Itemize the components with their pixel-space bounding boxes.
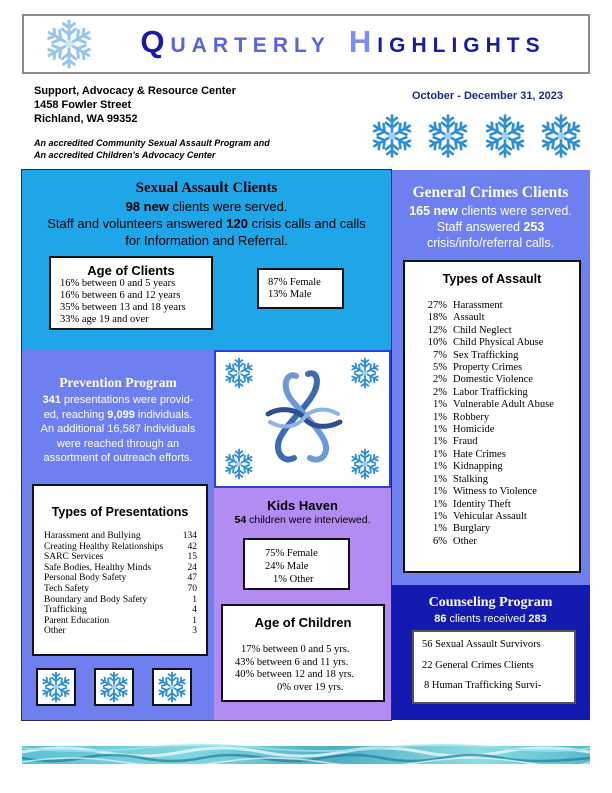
gc-type-label: Assault [453, 312, 485, 324]
pp-type-count: 1 [192, 615, 197, 626]
sa-age-item: 35% between 13 and 18 years [60, 302, 186, 313]
gc-staff-pre: Staff answered [436, 220, 524, 234]
snowflake-icon [155, 670, 189, 704]
gc-type-pct: 2% [433, 386, 447, 398]
pp-type-label: SARC Services [44, 552, 104, 563]
pp-types-list [34, 531, 206, 637]
date-range: October - December 31, 2023 [412, 90, 564, 102]
pp-type-label: Parent Education [44, 615, 110, 626]
gc-type-pct: 1% [433, 424, 447, 436]
gc-types-list [405, 300, 579, 548]
title-word [349, 24, 546, 60]
pp-type-label: Harassment and Bullying [44, 531, 141, 541]
counseling-title: Counseling Program [428, 595, 553, 610]
gc-type-row [405, 300, 579, 312]
sa-calls-line2: for Information and Referral. [125, 233, 288, 248]
pp-reach-count: 9,099 [107, 408, 135, 421]
gc-type-row [405, 499, 579, 511]
pp-type-count: 15 [187, 552, 197, 563]
pp-type-label: Other [44, 626, 66, 637]
gc-type-label: Homicide [453, 424, 495, 436]
gc-type-label: Domestic Violence [453, 374, 533, 386]
sa-gender-box [257, 268, 344, 309]
gc-type-label: Fraud [453, 436, 478, 448]
gc-types-box [403, 260, 581, 573]
sa-calls-pre: Staff and volunteers answered [47, 216, 227, 231]
gc-type-label: Vehicular Assault [453, 510, 527, 522]
snowflake-icon [481, 112, 529, 160]
gc-type-pct: 1% [433, 523, 447, 535]
snowflake-tile [152, 668, 192, 706]
snowflake-icon [424, 112, 472, 160]
gc-type-label: Labor Trafficking [453, 386, 528, 398]
kh-gender-box [243, 538, 350, 590]
pp-types-box [32, 484, 208, 656]
page-title [108, 20, 578, 64]
gc-type-row [405, 337, 579, 349]
gc-type-row [405, 350, 579, 362]
gc-type-row [405, 523, 579, 535]
pp-type-row [44, 584, 197, 595]
gc-type-pct: 10% [427, 337, 447, 349]
general-crimes-summary [391, 203, 590, 251]
gc-type-row [405, 387, 579, 399]
snowflake-icon [537, 112, 585, 160]
gc-type-pct: 1% [433, 510, 447, 522]
counseling-summary [391, 613, 590, 625]
gc-types-title: Types of Assault [442, 272, 542, 286]
gc-type-label: Stalking [453, 473, 489, 485]
pp-type-count: 24 [187, 562, 197, 573]
pp-line4: were reached through an [56, 437, 180, 450]
gc-type-label: Robbery [453, 411, 490, 423]
pp-line5: assortment of outreach efforts. [43, 452, 193, 464]
pp-type-label: Trafficking [44, 605, 87, 616]
cp-sessions: 283 [528, 613, 547, 625]
gc-type-pct: 1% [433, 486, 447, 498]
gc-type-label: Vulnerable Adult Abuse [453, 399, 554, 411]
gc-type-row [405, 511, 579, 523]
pp-type-row [44, 595, 197, 606]
gc-type-pct: 27% [427, 300, 447, 311]
gc-type-row [405, 461, 579, 473]
gc-type-pct: 12% [427, 324, 447, 336]
kh-age-box [221, 604, 385, 702]
sa-age-item: 16% between 0 and 5 years [60, 278, 176, 289]
org-street: 1458 Fowler Street [34, 99, 132, 111]
pp-type-count: 42 [187, 541, 197, 552]
kh-gender-item: 1% Other [273, 574, 314, 585]
gc-type-row [405, 536, 579, 548]
gc-type-pct: 1% [433, 411, 447, 423]
gc-type-pct: 1% [433, 448, 447, 460]
title-word [140, 24, 331, 60]
gc-type-row [405, 325, 579, 337]
gc-type-label: Witness to Violence [453, 486, 537, 498]
sa-new-count: 98 new [125, 199, 169, 214]
kh-age-item: 0% over 19 yrs. [277, 681, 344, 693]
snowflake-tile [94, 668, 134, 706]
accreditation-line-2: An accredited Children's Advocacy Center [34, 150, 216, 160]
sa-age-box [49, 256, 213, 330]
general-crimes-title: General Crimes Clients [412, 184, 569, 201]
gc-type-pct: 1% [433, 399, 447, 411]
gc-type-label: Hate Crimes [453, 448, 506, 460]
gc-new-count: 165 new [409, 204, 458, 218]
pp-type-count: 1 [192, 594, 197, 605]
org-city: Richland, WA 99352 [34, 113, 138, 125]
prevention-summary [22, 393, 214, 466]
pp-reach-pre: ed, reaching [43, 408, 108, 421]
accreditation-line-1: An accredited Community Sexual Assault Program and [34, 138, 270, 148]
pp-type-label: Tech Safety [44, 583, 89, 594]
gc-type-label: Kidnapping [453, 461, 503, 473]
snowflake-icon [222, 447, 256, 481]
snowflake-icon [368, 112, 416, 160]
pp-type-label: Creating Healthy Relationships [44, 541, 164, 552]
pp-type-row [44, 542, 197, 553]
pp-reach-post: individuals. [134, 408, 193, 421]
gc-type-pct: 1% [433, 461, 447, 473]
gc-type-row [405, 424, 579, 436]
pp-type-row [44, 626, 197, 637]
pp-types-title: Types of Presentations [51, 505, 189, 519]
gc-type-label: Property Crimes [453, 362, 523, 374]
title-rest: IGHLIGHTS [377, 34, 546, 57]
pp-type-label: Personal Body Safety [44, 573, 127, 584]
pp-type-count: 4 [192, 605, 197, 616]
cp-clients: 86 [434, 613, 447, 625]
gc-type-label: Burglary [453, 523, 491, 535]
sa-age-list [51, 278, 211, 326]
kh-gender-item: 24% Male [265, 561, 309, 572]
gc-type-label: Child Physical Abuse [453, 337, 544, 349]
snowflake-tile [36, 668, 76, 706]
gc-type-row [405, 474, 579, 486]
kh-count: 54 [234, 514, 247, 526]
gc-type-label: Child Neglect [453, 324, 512, 336]
sa-age-item: 16% between 6 and 12 years [60, 290, 181, 301]
pp-type-row [44, 531, 197, 542]
gc-type-pct: 2% [433, 374, 447, 386]
gc-type-row [405, 412, 579, 424]
sa-gender-item: 13% Male [268, 289, 312, 300]
sexual-assault-summary [22, 198, 391, 249]
pp-text: presentations were provid- [60, 394, 194, 406]
gc-type-row [405, 362, 579, 374]
pp-type-row [44, 552, 197, 563]
gc-type-pct: 1% [433, 436, 447, 448]
pp-line3: An additional 16,587 individuals [40, 423, 196, 435]
prevention-title: Prevention Program [59, 375, 177, 390]
cp-items-box [412, 630, 576, 704]
org-name: Support, Advocacy & Resource Center [34, 85, 236, 97]
pp-type-count: 70 [187, 583, 197, 594]
gc-type-label: Harassment [453, 300, 503, 311]
pp-type-row [44, 573, 197, 584]
kids-haven-title: Kids Haven [267, 498, 338, 513]
gc-type-label: Identity Theft [453, 498, 511, 510]
pp-type-row [44, 616, 197, 627]
sa-gender-item: 87% Female [268, 277, 321, 288]
pp-type-count: 134 [182, 531, 197, 541]
sa-age-title: Age of Clients [87, 263, 175, 278]
accreditation [34, 137, 270, 161]
ribbon-logo-icon [258, 366, 348, 472]
gc-type-pct: 1% [433, 473, 447, 485]
gc-type-pct: 7% [433, 349, 447, 361]
sa-calls-count: 120 [226, 216, 248, 231]
snowflake-icon [348, 356, 382, 390]
pp-type-count: 3 [192, 626, 197, 637]
snowflake-icon [222, 356, 256, 390]
snowflake-icon [348, 447, 382, 481]
kh-age-item: 40% between 12 and 18 yrs. [235, 669, 354, 680]
kh-gender-item: 75% Female [265, 548, 318, 559]
gc-type-row [405, 374, 579, 386]
pp-count: 341 [42, 394, 61, 406]
cp-item: 56 Sexual Assault Survivors [422, 639, 541, 650]
sa-age-item: 33% age 19 and over [60, 314, 149, 325]
title-letter: H [348, 24, 378, 59]
cp-mid: clients received [446, 613, 529, 625]
gc-type-row [405, 449, 579, 461]
gc-type-label: Sex Trafficking [453, 349, 519, 361]
title-rest: UARTERLY [170, 34, 331, 57]
pp-type-row [44, 605, 197, 616]
gc-type-row [405, 486, 579, 498]
org-block [34, 84, 236, 126]
gc-type-row [405, 399, 579, 411]
cp-item: 8 Human Trafficking Survi- [424, 680, 542, 691]
kh-age-item: 17% between 0 and 5 yrs. [241, 644, 350, 655]
gc-new-text: clients were served. [457, 204, 572, 218]
gc-type-pct: 5% [433, 362, 447, 374]
pp-type-label: Boundary and Body Safety [44, 594, 148, 605]
sexual-assault-title: Sexual Assault Clients [135, 180, 278, 196]
snowflake-icon [39, 670, 73, 704]
gc-type-row [405, 436, 579, 448]
gc-type-label: Other [453, 535, 477, 547]
gc-type-pct: 18% [427, 312, 447, 324]
gc-type-pct: 6% [433, 535, 447, 547]
snowflake-icon [97, 670, 131, 704]
gc-type-row [405, 312, 579, 324]
kh-count-text: children were interviewed. [246, 514, 371, 526]
sa-new-text: clients were served. [168, 199, 288, 214]
snowflake-icon [40, 18, 98, 70]
gc-staff-line2: crisis/info/referral calls. [426, 236, 555, 250]
pp-type-label: Safe Bodies, Healthy Minds [44, 562, 152, 573]
sa-calls-post: crisis calls and calls [247, 216, 366, 231]
kh-age-title: Age of Children [254, 615, 352, 630]
cp-item: 22 General Crimes Clients [422, 659, 534, 671]
gc-staff-count: 253 [523, 220, 545, 234]
kids-haven-summary [214, 514, 391, 526]
decorative-band [22, 740, 590, 770]
kh-age-item: 43% between 6 and 11 yrs. [235, 656, 349, 668]
title-letter: Q [140, 24, 171, 59]
pp-type-count: 47 [187, 573, 197, 584]
gc-type-pct: 1% [433, 498, 447, 510]
pp-type-row [44, 563, 197, 574]
